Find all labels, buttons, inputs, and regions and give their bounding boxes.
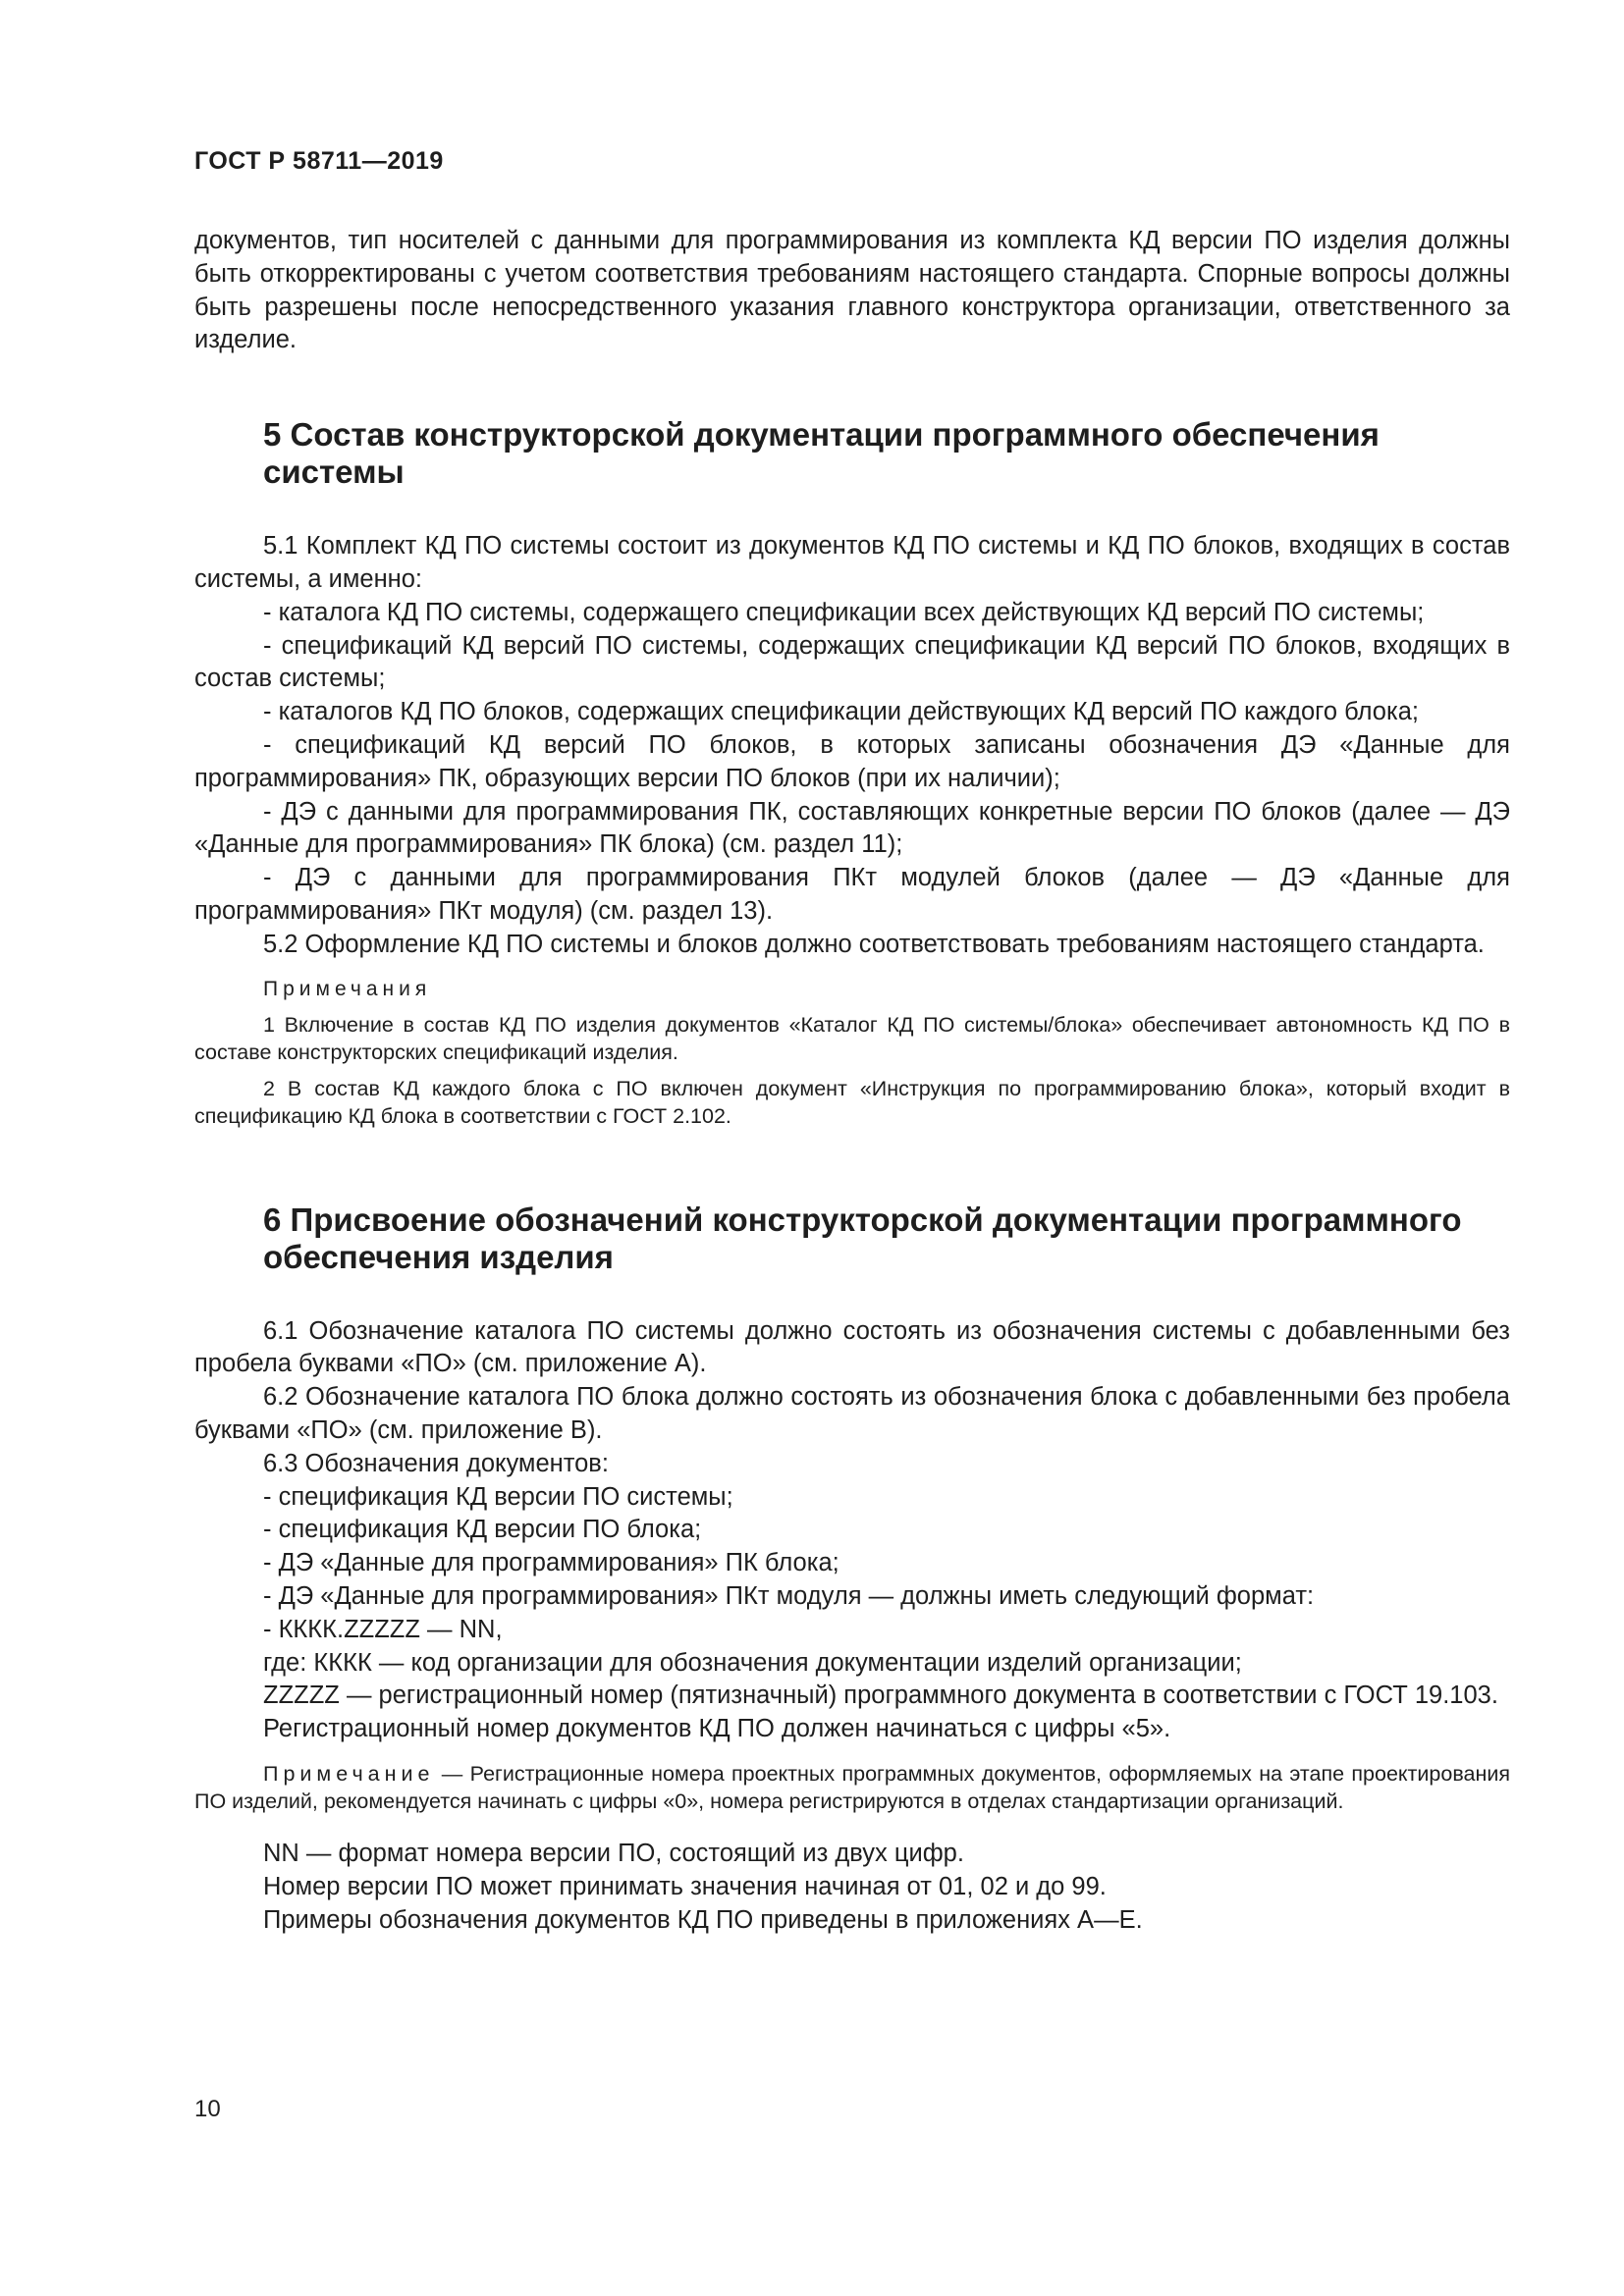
list-item: - КККК.ZZZZZ — NN, xyxy=(263,1615,503,1643)
paragraph-5-1: 5.1 Комплект КД ПО системы состоит из документов КД ПО системы и КД ПО блоков, входящих в состав системы, а именно: xyxy=(194,532,1510,593)
paragraph-6-1: 6.1 Обозначение каталога ПО системы должно состоять из обозначения системы с добавленными без пробела буквами «ПО» (см. приложение А). xyxy=(194,1316,1510,1378)
paragraph-5-2: 5.2 Оформление КД ПО системы и блоков должно соответствовать требованиям настоящего стандарта. xyxy=(263,930,1485,958)
section-6-heading: 6 Присвоение обозначений конструкторской документации программного обеспечения изделия xyxy=(263,1201,1462,1275)
list-item: - спецификация КД версии ПО блока; xyxy=(263,1516,702,1544)
intro-paragraph: документов, тип носителей с данными для программирования из комплекта КД версии ПО изделия должны быть откорректированы с учетом соответствия требованиям настоящего стандарта. Спорные вопросы должны быть разрешены после непосредственного указания главного конструктора организации, ответственного за изделие. xyxy=(194,227,1510,354)
document-header: ГОСТ Р 58711—2019 xyxy=(194,147,444,175)
list-item: - спецификаций КД версий ПО блоков, в которых записаны обозначения ДЭ «Данные для программирования» ПК, образующих версии ПО блоков (при их наличии); xyxy=(194,730,1510,792)
paragraph-6-2: 6.2 Обозначение каталога ПО блока должно состоять из обозначения блока с добавленными без пробела буквами «ПО» (см. приложение В). xyxy=(194,1383,1510,1444)
list-item: - ДЭ с данными для программирования ПКт модулей блоков (далее — ДЭ «Данные для программирования» ПКт модуля) (см. раздел 13). xyxy=(194,864,1510,925)
list-item: - ДЭ «Данные для программирования» ПК блока; xyxy=(263,1549,839,1577)
document-page xyxy=(194,147,1510,1937)
nn-line: NN — формат номера версии ПО, состоящий из двух цифр. xyxy=(263,1839,964,1867)
registration-line: Регистрационный номер документов КД ПО должен начинаться с цифры «5». xyxy=(263,1715,1171,1743)
version-line: Номер версии ПО может принимать значения начиная от 01, 02 и до 99. xyxy=(263,1872,1107,1900)
where-line: где: КККК — код организации для обозначения документации изделий организации; xyxy=(263,1648,1242,1677)
list-item: - ДЭ с данными для программирования ПК, составляющих конкретные версии ПО блоков (далее — ДЭ «Данные для программирования» ПК блока) (см. раздел 11); xyxy=(194,797,1510,859)
list-item: - ДЭ «Данные для программирования» ПКт модуля — должны иметь следующий формат: xyxy=(263,1581,1315,1610)
zzzzz-line: ZZZZZ — регистрационный номер (пятизначный) программного документа в соответствии с ГОСТ 19.103. xyxy=(263,1682,1498,1710)
page-number: 10 xyxy=(194,2096,221,2122)
examples-line: Примеры обозначения документов КД ПО приведены в приложениях А—Е. xyxy=(263,1905,1143,1934)
section-5-heading: 5 Состав конструкторской документации программного обеспечения системы xyxy=(263,416,1380,491)
list-item: - спецификация КД версии ПО системы; xyxy=(263,1482,733,1511)
note-text: — Регистрационные номера проектных программных документов, оформляемых на этапе проектирования ПО изделий, рекомендуется начинать с цифры «0», номера регистрируются в отделах стандартизации организаций. xyxy=(194,1761,1510,1814)
list-item: - каталога КД ПО системы, содержащего спецификации всех действующих КД версий ПО системы; xyxy=(263,598,1425,626)
note-item: 2 В состав КД каждого блока с ПО включен документ «Инструкция по программированию блока», который входит в спецификацию КД блока в соответствии с ГОСТ 2.102. xyxy=(194,1076,1510,1129)
note-paragraph xyxy=(194,1760,1510,1816)
notes-title: Примечания xyxy=(263,977,432,1000)
note-label: Примечание xyxy=(263,1761,435,1786)
list-item: - спецификаций КД версий ПО системы, содержащих спецификации КД версий ПО блоков, входящих в состав системы; xyxy=(194,631,1510,693)
paragraph-6-3: 6.3 Обозначения документов: xyxy=(263,1449,609,1477)
note-item: 1 Включение в состав КД ПО изделия документов «Каталог КД ПО системы/блока» обеспечивает автономность КД ПО в составе конструкторских спецификаций изделия. xyxy=(194,1012,1510,1065)
list-item: - каталогов КД ПО блоков, содержащих спецификации действующих КД версий ПО каждого блока; xyxy=(263,698,1419,726)
